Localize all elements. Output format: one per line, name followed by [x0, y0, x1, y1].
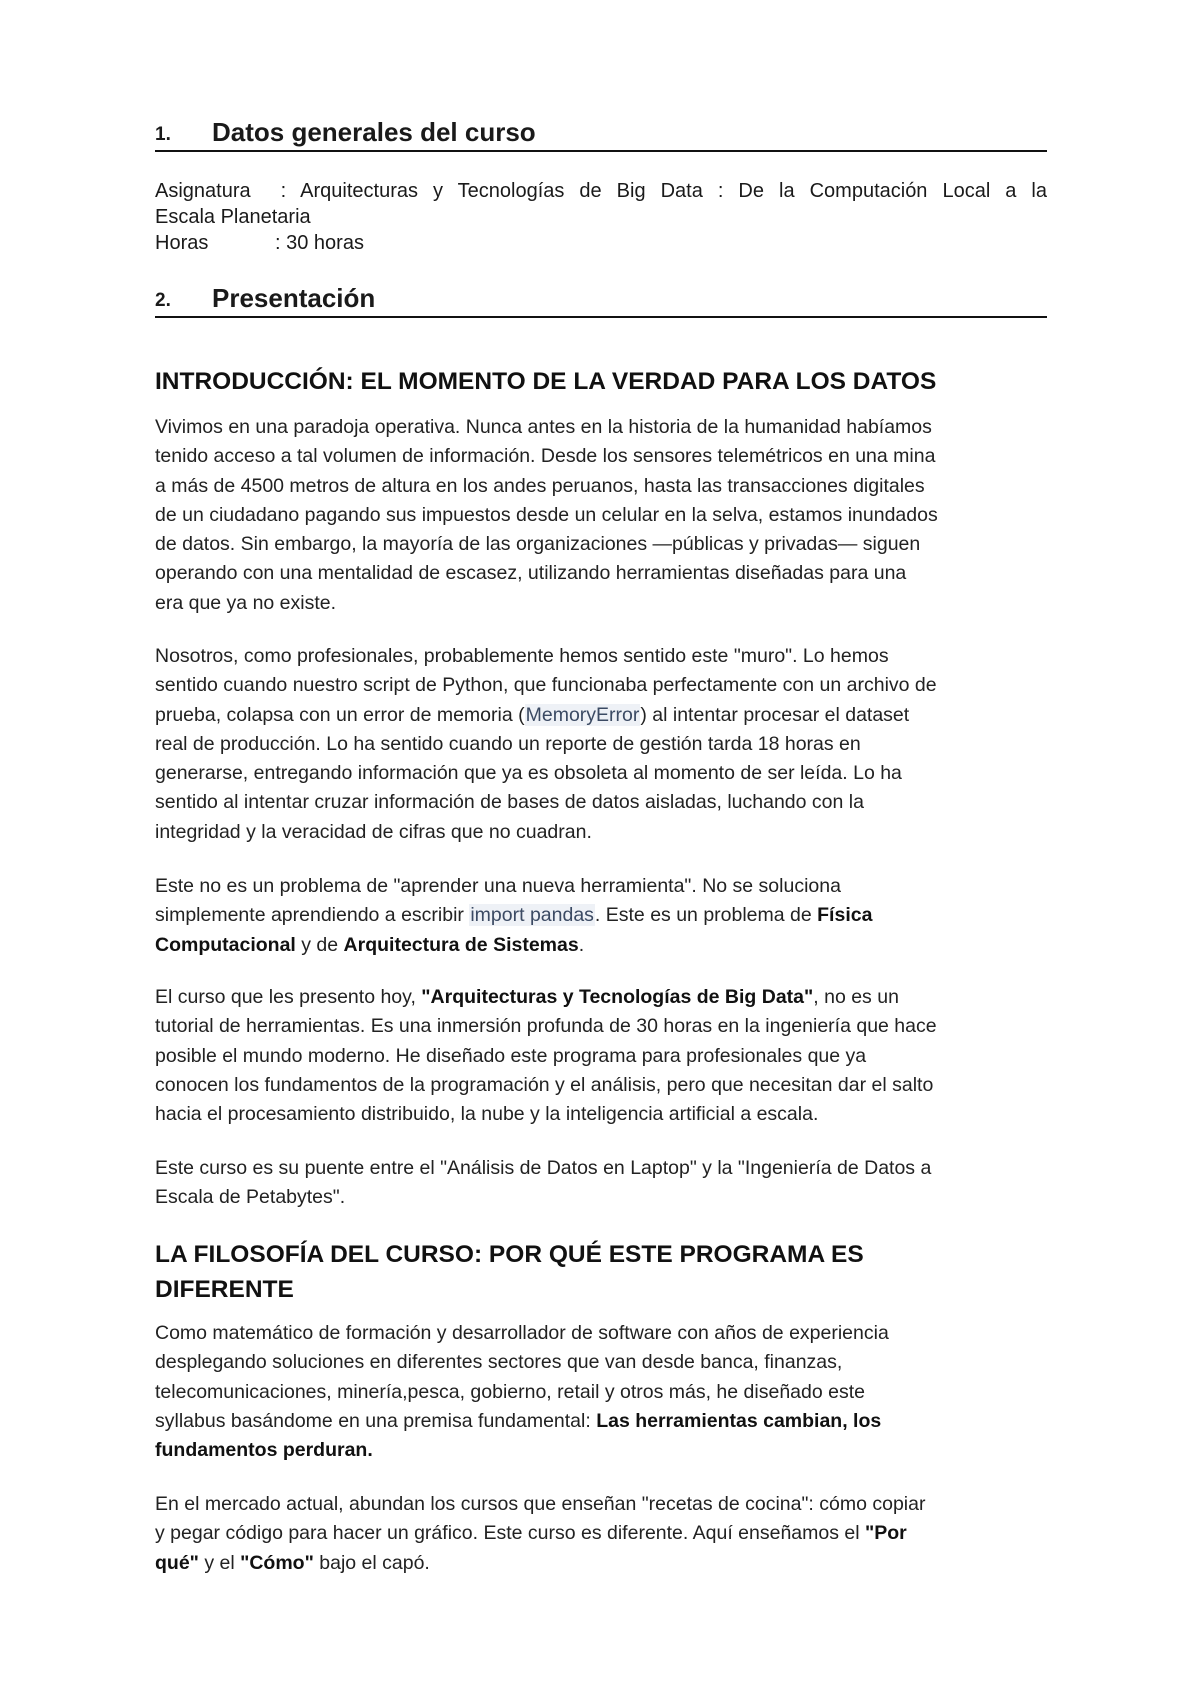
- text-segment: .: [578, 933, 585, 956]
- text-line: [155, 1319, 1047, 1348]
- text-line: [155, 1071, 1047, 1100]
- text-segment: de un ciudadano pagando sus impuestos desde un celular en la selva, estamos inundados: [155, 503, 938, 526]
- horas-value: : 30 horas: [275, 232, 364, 254]
- section-heading-datos-generales: [155, 112, 1047, 152]
- horas-row: [155, 230, 1047, 256]
- paragraph: [155, 1319, 1047, 1465]
- text-segment: Este curso es su puente entre el "Análisis de Datos en Laptop" y la "Ingeniería de Datos a: [155, 1157, 932, 1179]
- course-meta: [155, 178, 1047, 256]
- text-line: [155, 1154, 1047, 1183]
- paragraph: [155, 642, 1047, 847]
- paragraph: [155, 983, 1047, 1129]
- bold-text: Computacional: [155, 933, 296, 956]
- heading-line: LA FILOSOFÍA DEL CURSO: POR QUÉ ESTE PROGRAMA ES: [155, 1241, 864, 1268]
- asignatura-value: : Arquitecturas y Tecnologías de Big Data : De la Computación Local a la: [280, 180, 1047, 202]
- text-segment: Como matemático de formación y desarrollador de software con años de experiencia: [155, 1322, 889, 1344]
- text-segment: Escala de Petabytes".: [155, 1186, 346, 1209]
- text-line: [155, 413, 1047, 442]
- text-line: [155, 1436, 1047, 1465]
- text-segment: desplegando soluciones en diferentes sectores que van desde banca, finanzas,: [155, 1351, 843, 1374]
- text-line: [155, 818, 1047, 847]
- text-segment: tutorial de herramientas. Es una inmersión profunda de 30 horas en la ingeniería que hace: [155, 1015, 937, 1038]
- paragraph: [155, 413, 1047, 618]
- text-line: [155, 1490, 1047, 1519]
- section-title: Datos generales del curso: [212, 117, 536, 147]
- horas-label: Horas: [155, 232, 209, 254]
- text-line: [155, 788, 1047, 817]
- text-segment: tenido acceso a tal volumen de información. Desde los sensores telemétricos en una mina: [155, 445, 936, 468]
- text-segment: de datos. Sin embargo, la mayoría de las organizaciones —públicas y privadas— siguen: [155, 533, 921, 556]
- text-segment: bajo el capó.: [313, 1551, 430, 1574]
- text-segment: a más de 4500 metros de altura en los andes peruanos, hasta las transacciones digitales: [155, 474, 925, 497]
- text-segment: real de producción. Lo ha sentido cuando un reporte de gestión tarda 18 horas en: [155, 732, 861, 755]
- text-line: [155, 983, 1047, 1012]
- paragraph: [155, 1490, 1047, 1578]
- text-segment: posible el mundo moderno. He diseñado este programa para profesionales que ya: [155, 1044, 867, 1067]
- text-line: [155, 1100, 1047, 1129]
- bold-text: "Arquitecturas y Tecnologías de Big Data": [421, 986, 814, 1008]
- text-segment: telecomunicaciones, minería,pesca, gobierno, retail y otros más, he diseñado este: [155, 1380, 865, 1403]
- text-line: [155, 759, 1047, 788]
- text-line: [155, 589, 1047, 618]
- text-line: [155, 642, 1047, 671]
- text-line: [155, 472, 1047, 501]
- section-heading-presentacion: [155, 278, 1047, 318]
- bold-text: Arquitectura de Sistemas: [343, 933, 579, 956]
- heading-filosofia: [155, 1237, 1047, 1307]
- text-line: [155, 1348, 1047, 1377]
- text-line: [155, 1378, 1047, 1407]
- heading-introduccion: INTRODUCCIÓN: EL MOMENTO DE LA VERDAD PARA LOS DATOS: [155, 368, 937, 395]
- text-segment: hacia el procesamiento distribuido, la nube y la inteligencia artificial a escala.: [155, 1103, 819, 1126]
- section-number: 2.: [155, 290, 171, 311]
- text-line: [155, 730, 1047, 759]
- text-segment: generarse, entregando información que ya es obsoleta al momento de ser leída. Lo ha: [155, 762, 902, 785]
- text-segment: operando con una mentalidad de escasez, utilizando herramientas diseñadas para una: [155, 562, 907, 585]
- text-line: [155, 559, 1047, 588]
- text-segment: sentido al intentar cruzar información de bases de datos aisladas, luchando con la: [155, 791, 864, 814]
- bold-text: qué": [155, 1551, 199, 1574]
- text-line: [155, 530, 1047, 559]
- text-line: [155, 1519, 1047, 1548]
- text-segment: Vivimos en una paradoja operativa. Nunca antes en la historia de la humanidad habíamos: [155, 416, 932, 438]
- text-segment: ) al intentar procesar el dataset: [640, 703, 910, 726]
- text-line: [155, 671, 1047, 700]
- section-title: Presentación: [212, 283, 376, 313]
- paragraph: [155, 1154, 1047, 1213]
- text-segment: prueba, colapsa con un error de memoria (: [155, 703, 525, 726]
- section-number: 1.: [155, 124, 171, 145]
- bold-text: "Cómo": [240, 1551, 314, 1574]
- text-line: [155, 1183, 1047, 1212]
- text-segment: syllabus basándome en una premisa fundamental:: [155, 1409, 597, 1432]
- text-segment: sentido cuando nuestro script de Python, que funcionaba perfectamente con un archivo de: [155, 674, 937, 697]
- text-segment: Nosotros, como profesionales, probablemente hemos sentido este "muro". Lo hemos: [155, 645, 889, 667]
- text-segment: conocen los fundamentos de la programación y el análisis, pero que necesitan dar el salto: [155, 1073, 934, 1096]
- text-line: [155, 1549, 1047, 1578]
- inline-code: MemoryError: [525, 703, 640, 726]
- text-line: [155, 1042, 1047, 1071]
- text-line: [155, 1407, 1047, 1436]
- asignatura-row: [155, 178, 1047, 204]
- text-segment: y pegar código para hacer un gráfico. Este curso es diferente. Aquí enseñamos el: [155, 1522, 866, 1545]
- text-line: [155, 931, 1047, 960]
- text-line: [155, 501, 1047, 530]
- text-segment: En el mercado actual, abundan los cursos que enseñan "recetas de cocina": cómo copiar: [155, 1493, 926, 1515]
- inline-code: import pandas: [470, 904, 594, 927]
- text-segment: integridad y la veracidad de cifras que no cuadran.: [155, 820, 592, 843]
- text-line: [155, 442, 1047, 471]
- text-segment: Este no es un problema de "aprender una nueva herramienta". No se soluciona: [155, 875, 841, 897]
- text-segment: era que ya no existe.: [155, 591, 337, 614]
- text-segment: . Este es un problema de: [594, 904, 818, 927]
- text-segment: , no es un: [813, 986, 899, 1008]
- heading-line: DIFERENTE: [155, 1276, 294, 1303]
- asignatura-value-cont: Escala Planetaria: [155, 206, 311, 228]
- text-segment: simplemente aprendiendo a escribir: [155, 904, 470, 927]
- text-line: [155, 701, 1047, 730]
- bold-text: "Por: [865, 1522, 907, 1545]
- paragraph: [155, 872, 1047, 960]
- text-segment: y de: [295, 933, 344, 956]
- text-line: [155, 1012, 1047, 1041]
- text-segment: El curso que les presento hoy,: [155, 986, 422, 1008]
- text-line: [155, 901, 1047, 930]
- bold-text: Las herramientas cambian, los: [596, 1409, 882, 1432]
- bold-text: Física: [817, 904, 873, 927]
- text-line: [155, 872, 1047, 901]
- text-segment: y el: [198, 1551, 241, 1574]
- asignatura-label: Asignatura: [155, 180, 251, 202]
- bold-text: fundamentos perduran.: [155, 1439, 373, 1462]
